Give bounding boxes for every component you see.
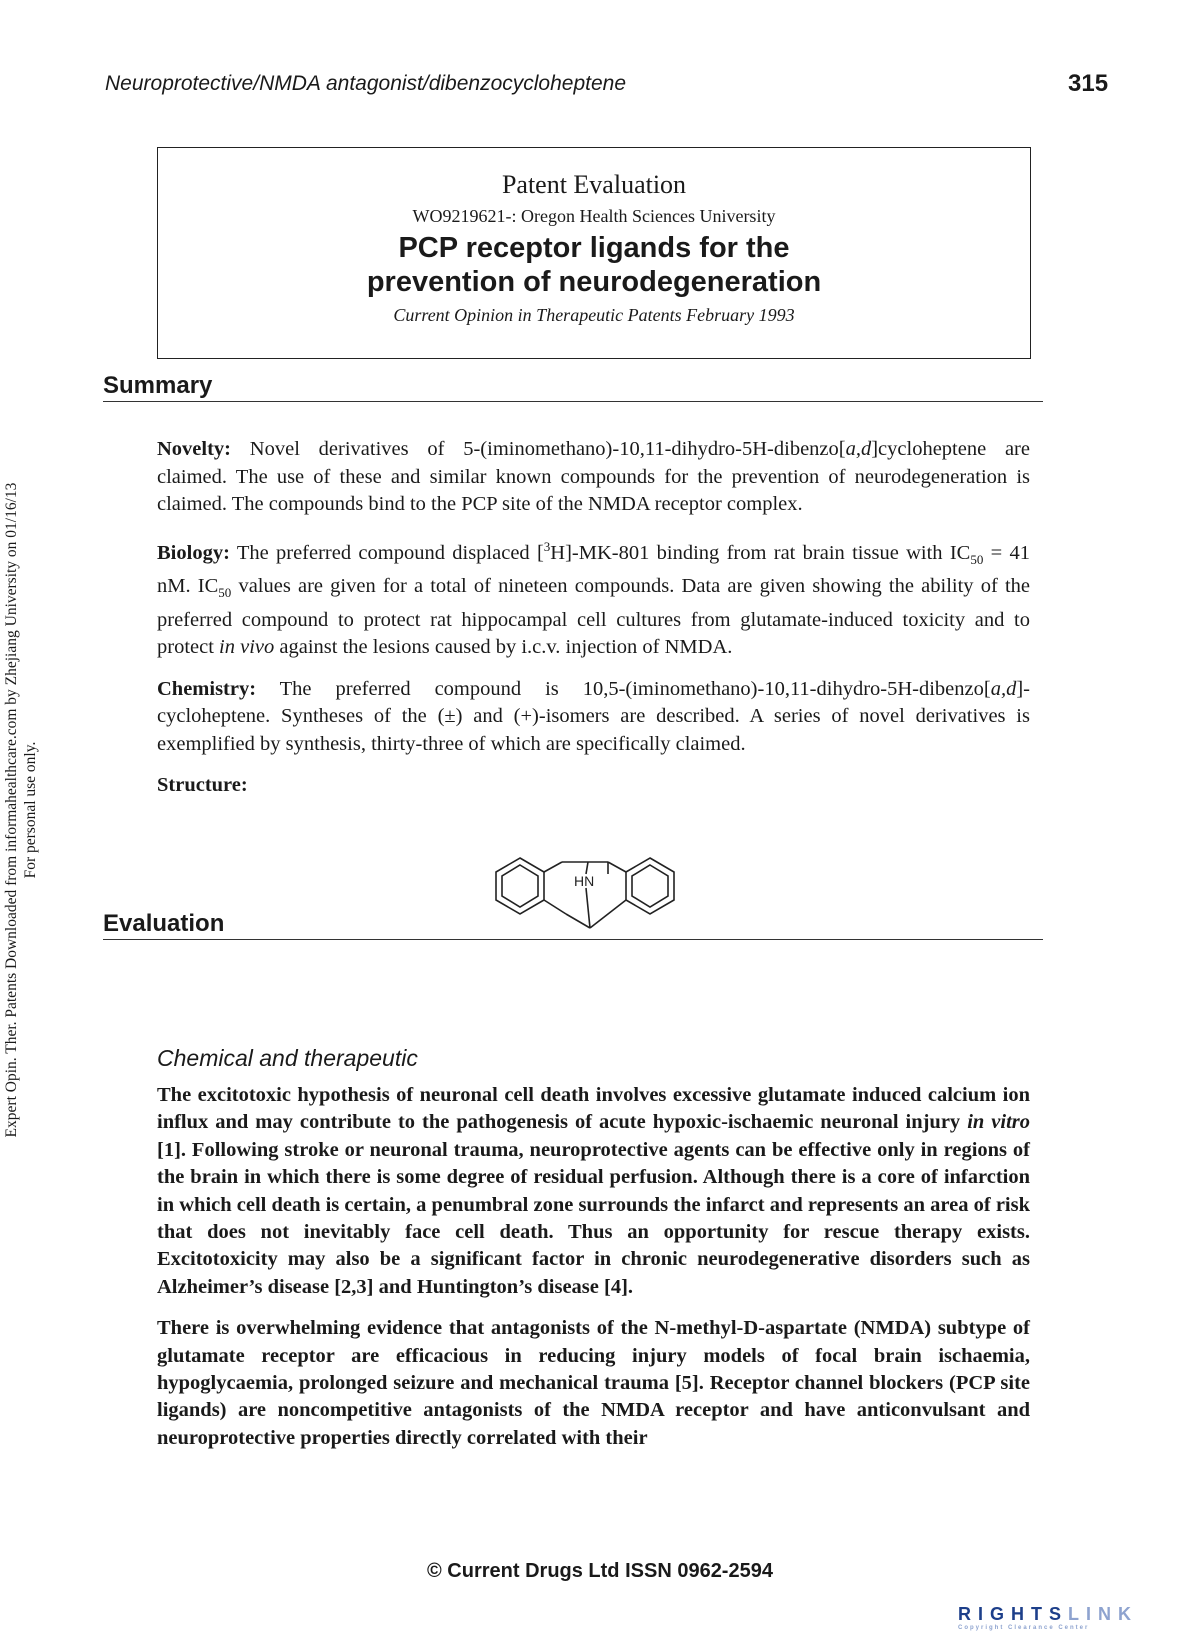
- summary-heading: Summary: [103, 372, 1043, 402]
- structure-hn-label: HN: [574, 873, 595, 889]
- source-citation: Current Opinion in Therapeutic Patents February 1993: [393, 305, 795, 325]
- rightslink-logo: [958, 1604, 1138, 1631]
- evaluation-body: [157, 1082, 1030, 1466]
- structure-label: Structure:: [157, 774, 248, 797]
- logo-rights: RIGHTS: [958, 1604, 1069, 1624]
- evaluation-paragraph-1: The excitotoxic hypothesis of neuronal cell death involves excessive glutamate induced calcium ion influx and may contribute to the pathogenesis of acute hypoxic-ischaemic neuronal injury in vitro [1]. Following stroke or neuronal trauma, neuroprotective agents can be effective only in regions of the brain in which there is some degree of residual perfusion. Although there is a core of infarction in which cell death is certain, a penumbral zone surrounds the infarct and represents an area of risk that does not inevitably face cell death. Thus an opportunity for rescue therapy exists. Excitotoxicity may also be a significant factor in chronic neurodegenerative disorders such as Alzheimer’s disease [2,3] and Huntington’s disease [4].: [157, 1084, 1030, 1298]
- logo-caption: Copyright Clearance Center: [958, 1625, 1090, 1631]
- patent-evaluation-box: [157, 147, 1031, 359]
- biology-paragraph: Biology: The preferred compound displaced [$^3$H]-MK-801 binding from rat brain tissue with $IC_{50} = 41$ nM. $IC_{50}$ values are given for a total of nineteen compounds. Data are given showing the ability of the preferred compound to protect rat hippocampal cell cultures from glutamate-induced toxicity and to protect in vivo against the lesions caused by i.c.v. injection of NMDA.: [157, 538, 1031, 659]
- article-title-line2: prevention of neurodegeneration: [366, 266, 822, 298]
- logo-link: LINK: [1068, 1604, 1139, 1624]
- download-notice-line2: For personal use only.: [22, 741, 39, 879]
- running-title: Neuroprotective/NMDA antagonist/dibenzocycloheptene: [105, 72, 627, 95]
- download-notice: [2, 430, 40, 1190]
- summary-body: [157, 436, 1030, 814]
- chemistry-paragraph: Chemistry: The preferred compound is 10,5-(iminomethano)-10,11-dihydro-5H-dibenzo[a,d]-cycloheptene. Syntheses of the (±) and (+)-isomers are described. A series of novel derivatives is exemplified by synthesis, thirty-three of which are specifically claimed.: [157, 677, 1030, 755]
- evaluation-paragraph-2: There is overwhelming evidence that antagonists of the N-methyl-D-aspartate (NMDA) subtype of glutamate receptor are efficacious in reducing injury models of focal brain ischaemia, hypoglycaemia, prolonged seizure and mechanical trauma [5]. Receptor channel blockers (PCP site ligands) are noncompetitive antagonists of the NMDA receptor and have anticonvulsant and neuroprotective properties directly correlated with their: [157, 1317, 1030, 1449]
- chemical-therapeutic-subheading: Chemical and therapeutic: [157, 1045, 418, 1071]
- evaluation-heading: Evaluation: [103, 910, 1043, 940]
- article-title-line1: PCP receptor ligands for the: [398, 232, 790, 264]
- page-number: 315: [1068, 70, 1109, 97]
- patent-id: WO9219621-: Oregon Health Sciences University: [412, 206, 776, 226]
- novelty-paragraph: Novelty: Novel derivatives of 5-(iminomethano)-10,11-dihydro-5H-dibenzo[a,d]cycloheptene are claimed. The use of these and similar known compounds for the prevention of neurodegeneration is claimed. The compounds bind to the PCP site of the NMDA receptor complex.: [157, 438, 1030, 515]
- right-benzene-ring: [626, 858, 674, 914]
- download-notice-line1: Expert Opin. Ther. Patents Downloaded from informahealthcare.com by Zhejiang University on 01/16/13: [3, 482, 20, 1138]
- box-label: Patent Evaluation: [501, 170, 687, 199]
- article-title: [158, 231, 1030, 299]
- footer-copyright: © Current Drugs Ltd ISSN 0962-2594: [427, 1560, 773, 1582]
- left-benzene-ring: [496, 858, 544, 914]
